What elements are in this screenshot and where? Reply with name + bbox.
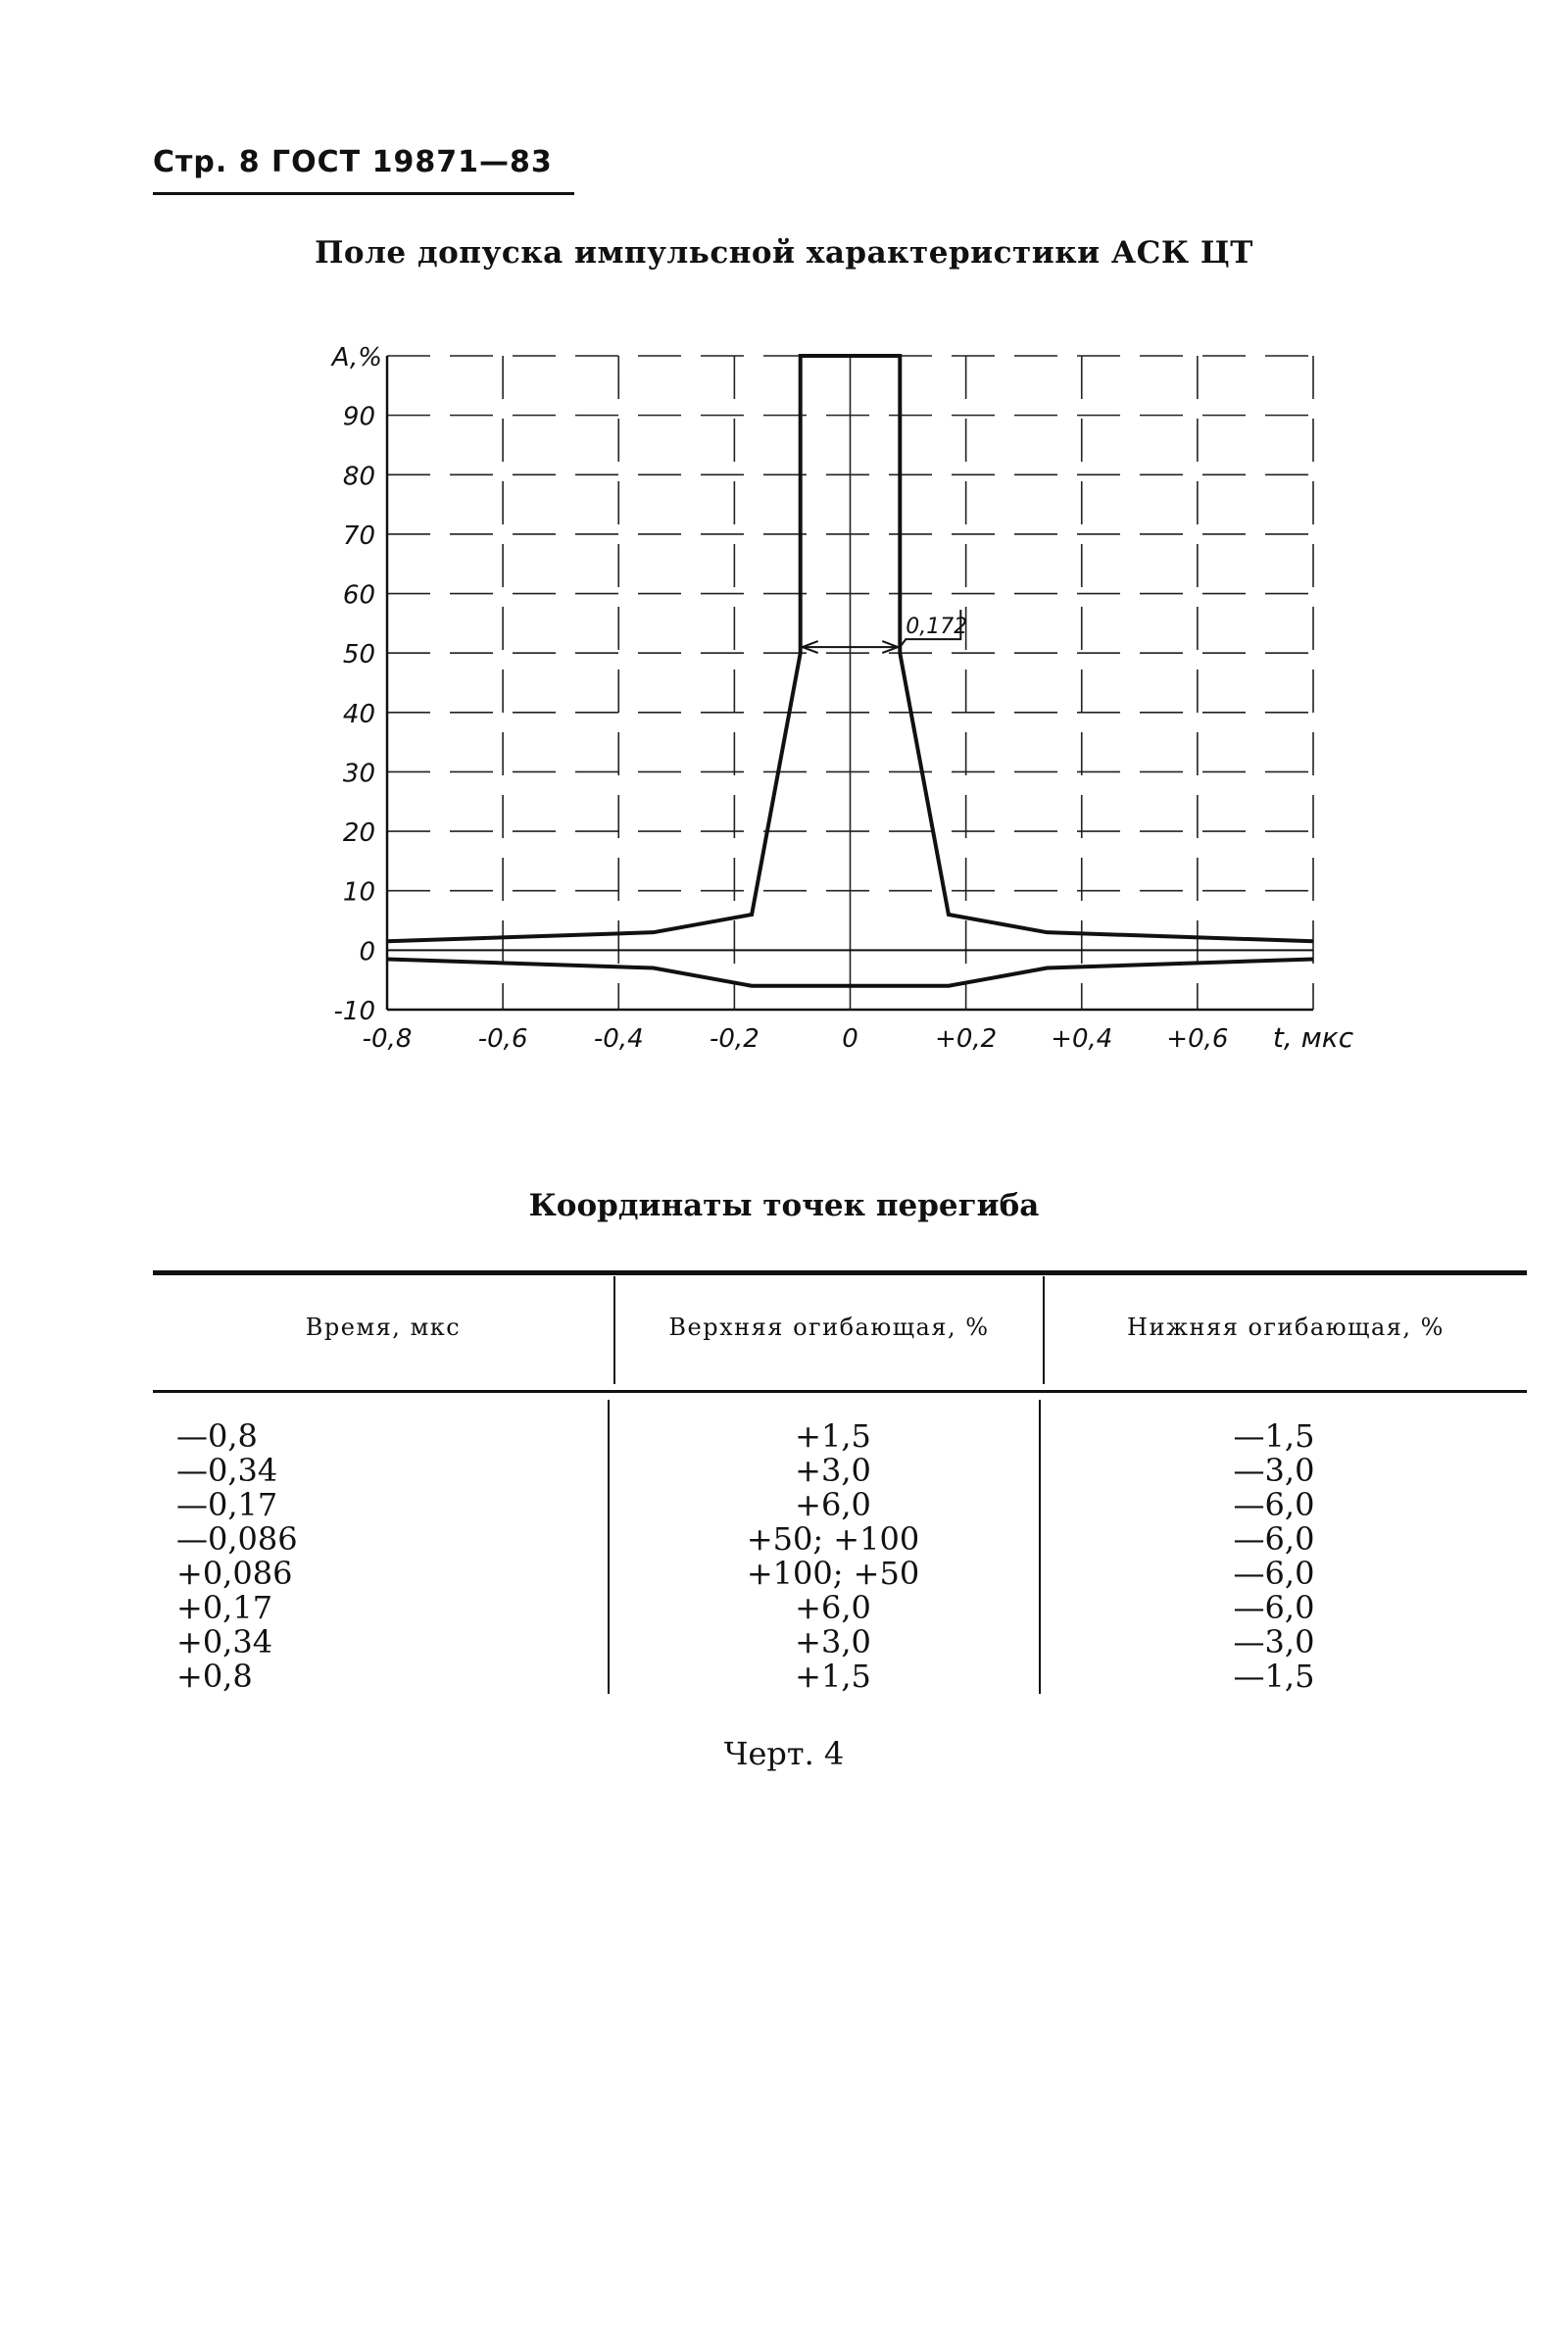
- x-tick-label: +0,4: [1051, 1024, 1113, 1054]
- time-cell: +0,17: [176, 1589, 273, 1626]
- x-tick-label: 0: [842, 1024, 858, 1054]
- x-tick-label: -0,8: [362, 1024, 413, 1054]
- lower-cell: —3,0: [1233, 1452, 1315, 1489]
- body-divider-1: [608, 1400, 610, 1694]
- figure-caption: Черт. 4: [723, 1735, 845, 1772]
- upper-cell: +1,5: [795, 1658, 871, 1695]
- y-tick-label: 90: [342, 402, 375, 432]
- y-tick-label: 70: [342, 521, 375, 551]
- lower-cell: —1,5: [1233, 1417, 1315, 1455]
- header-time: Время, мкс: [305, 1314, 462, 1341]
- header-upper: Верхняя огибающая, %: [668, 1314, 990, 1341]
- header-rule: [153, 192, 574, 195]
- header-lower: Нижняя огибающая, %: [1127, 1314, 1445, 1341]
- time-cell: +0,34: [176, 1623, 273, 1661]
- lower-column: [1058, 1419, 1490, 1694]
- time-cell: —0,8: [176, 1417, 258, 1455]
- upper-cell: +6,0: [795, 1486, 871, 1523]
- y-tick-label: -10: [333, 997, 375, 1026]
- y-tick-label: 80: [342, 462, 375, 492]
- tolerance-chart: [294, 323, 1354, 1068]
- upper-cell: +50; +100: [746, 1520, 920, 1558]
- time-cell: +0,086: [176, 1555, 293, 1592]
- upper-cell: +100; +50: [746, 1555, 920, 1592]
- lower-cell: —1,5: [1233, 1658, 1315, 1695]
- lower-cell: —6,0: [1233, 1555, 1315, 1592]
- lower-cell: —3,0: [1233, 1623, 1315, 1661]
- y-tick-label: 50: [342, 640, 375, 670]
- x-tick-label: +0,2: [935, 1024, 998, 1054]
- table-top-rule: [153, 1270, 1527, 1275]
- upper-cell: +3,0: [795, 1452, 871, 1489]
- y-tick-label: 0: [359, 937, 375, 967]
- lower-cell: —6,0: [1233, 1520, 1315, 1558]
- time-column: [176, 1419, 298, 1694]
- y-axis-label: A,%: [331, 343, 382, 372]
- upper-cell: +6,0: [795, 1589, 871, 1626]
- y-tick-label: 60: [342, 580, 375, 611]
- y-tick-label: 20: [342, 818, 375, 849]
- time-cell: —0,086: [176, 1520, 298, 1558]
- time-cell: +0,8: [176, 1658, 253, 1695]
- x-tick-label: -0,6: [477, 1024, 528, 1054]
- upper-cell: +1,5: [795, 1417, 871, 1455]
- x-tick-label: +0,6: [1166, 1024, 1229, 1054]
- upper-cell: +3,0: [795, 1623, 871, 1661]
- x-axis-label: t, мкс: [1272, 1021, 1354, 1054]
- table-title: Координаты точек перегиба: [528, 1188, 1040, 1223]
- lower-cell: —6,0: [1233, 1486, 1315, 1523]
- y-tick-label: 10: [342, 877, 375, 908]
- time-cell: —0,34: [176, 1452, 278, 1489]
- table-header-rule: [153, 1390, 1527, 1393]
- dimension-label: 0,172: [906, 615, 968, 640]
- x-tick-label: -0,2: [710, 1024, 760, 1054]
- page-header: Стр. 8 ГОСТ 19871—83: [153, 145, 553, 179]
- x-tick-label: -0,4: [593, 1024, 644, 1054]
- upper-column: [627, 1419, 1039, 1694]
- time-cell: —0,17: [176, 1486, 278, 1523]
- lower-cell: —6,0: [1233, 1589, 1315, 1626]
- figure-title: Поле допуска импульсной характеристики АСК ЦТ: [315, 235, 1253, 271]
- body-divider-2: [1039, 1400, 1041, 1694]
- y-tick-label: 30: [342, 759, 375, 789]
- y-tick-label: 40: [342, 699, 375, 729]
